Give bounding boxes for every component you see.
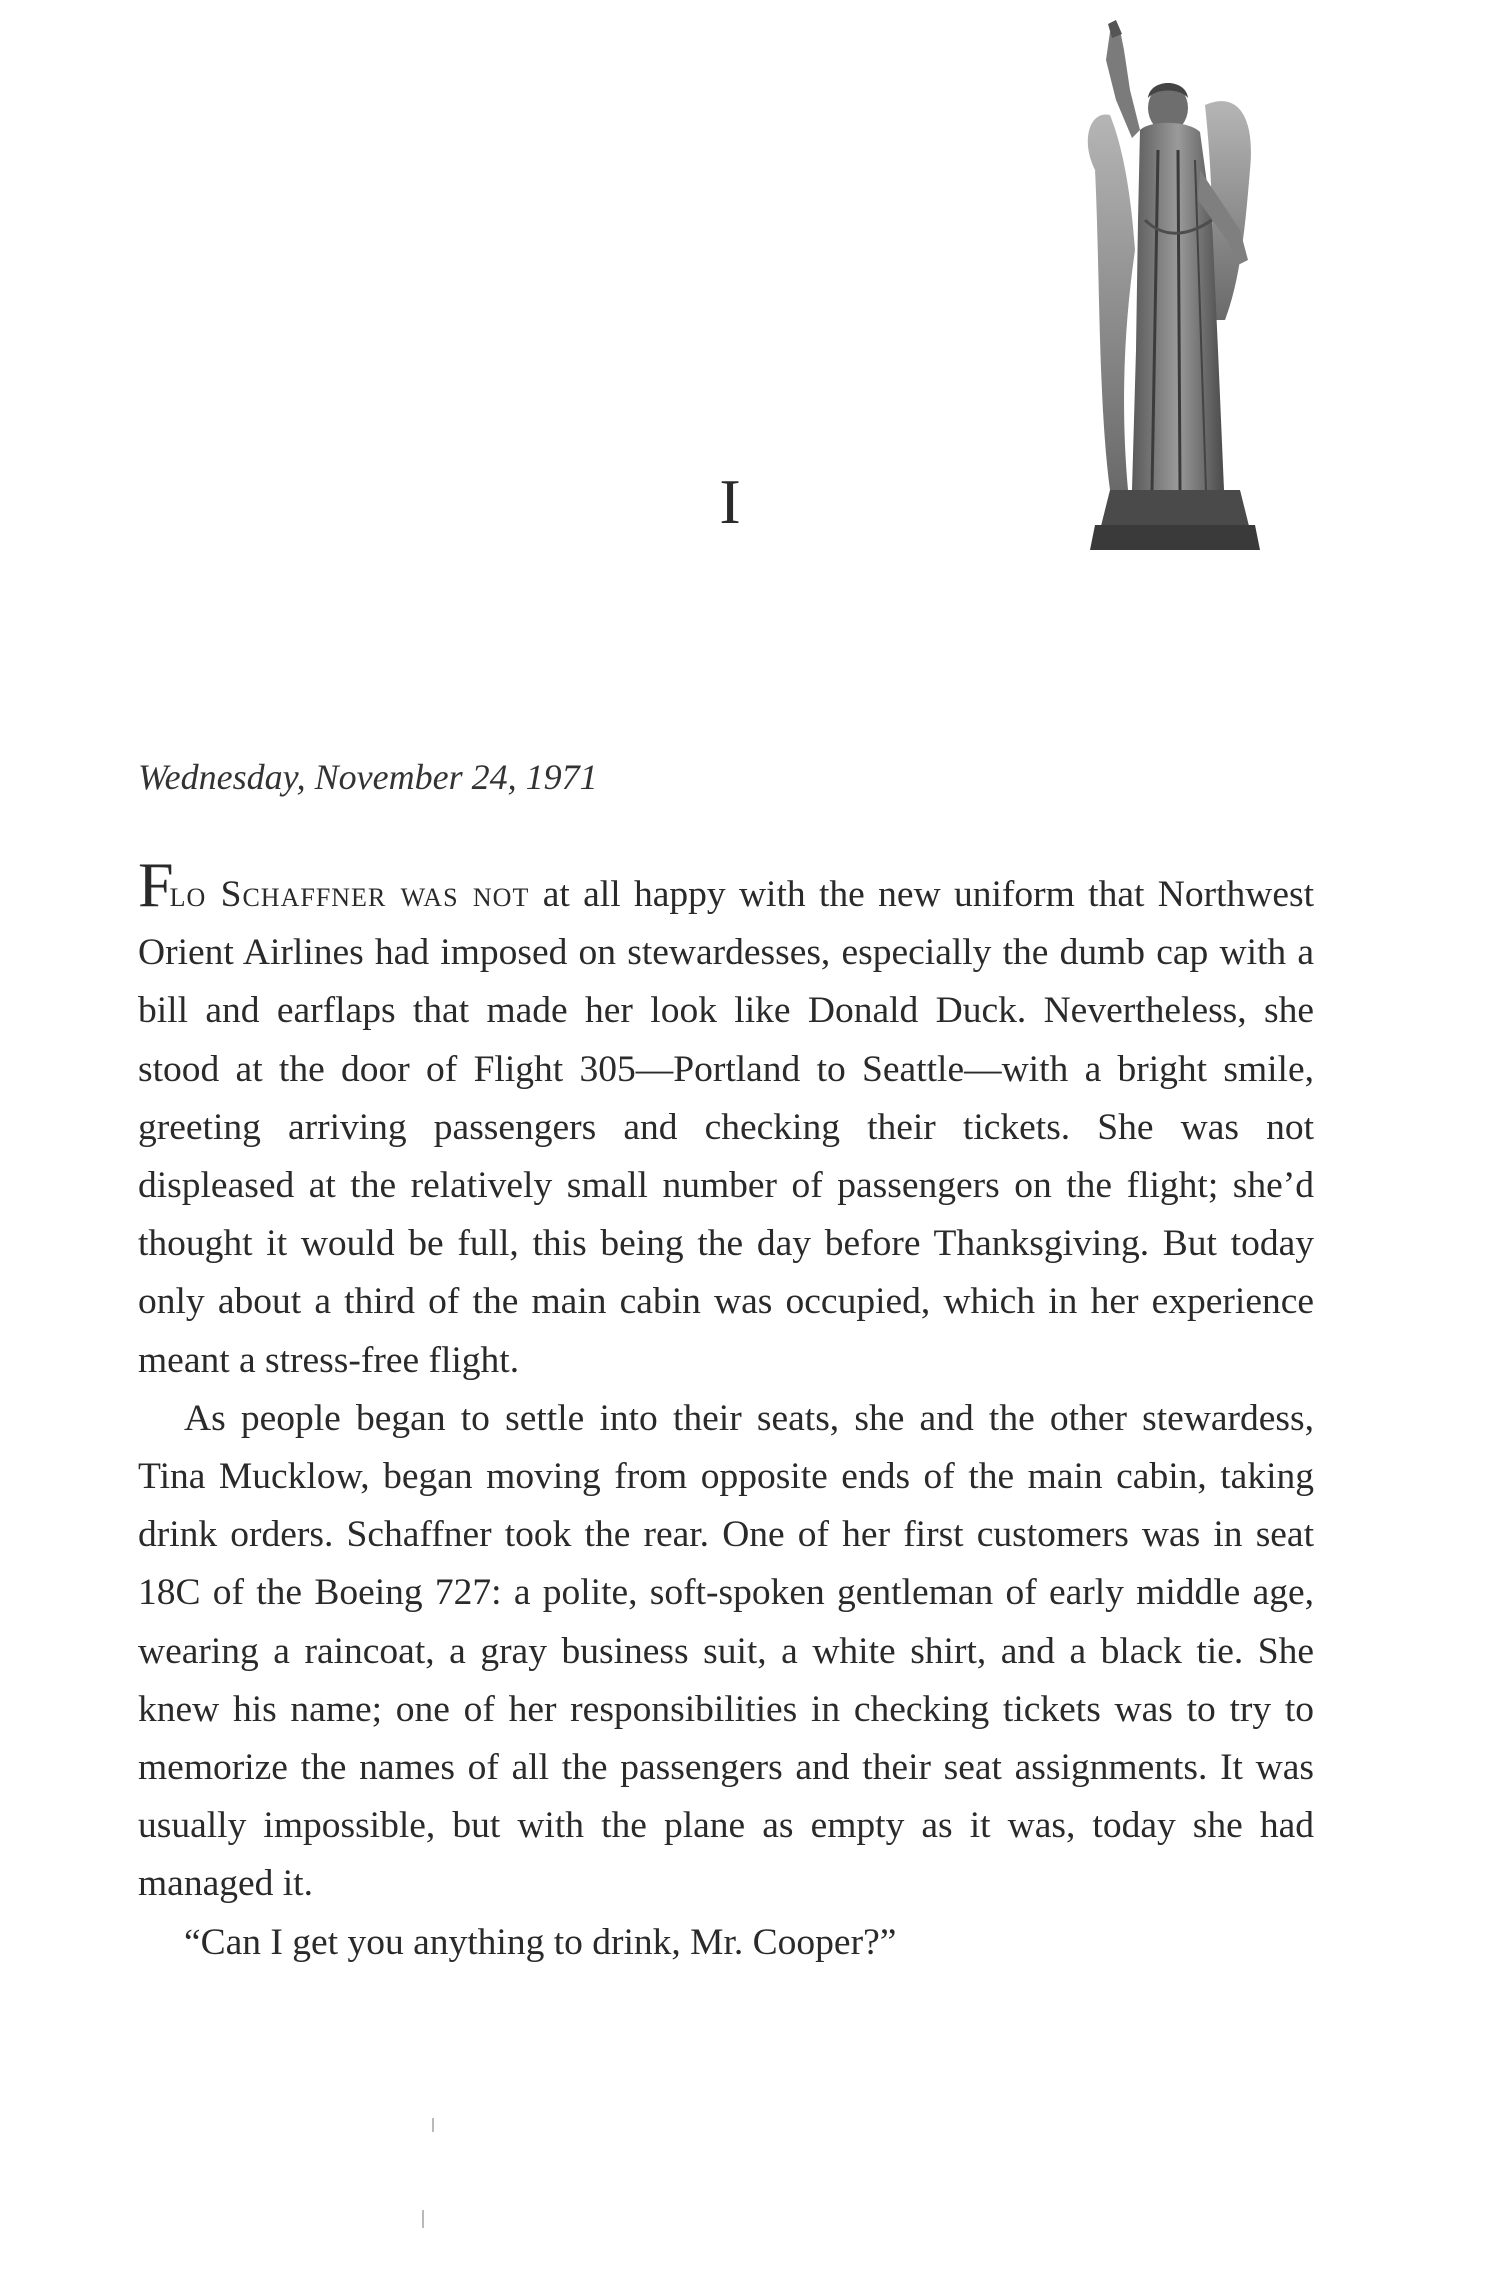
chapter-body (138, 849, 1314, 1972)
chapter-date: Wednesday, November 24, 1971 (138, 757, 598, 797)
paragraph-1 (138, 849, 1314, 1390)
paragraph-3: “Can I get you anything to drink, Mr. Cooper?” (184, 1921, 897, 1963)
angel-statue-illustration (1040, 20, 1290, 550)
paragraph-2: As people began to settle into their seats, she and the other stewardess, Tina Mucklow, began moving from opposite ends of the main cabin, taking drink orders. Schaffner took the rear. One of her first customers was in seat 18C of the Boeing 727: a polite, soft-spoken gentleman of early middle age, wearing a raincoat, a gray business suit, a white shirt, and a black tie. She knew his name; one of her responsibilities in checking tickets was to try to memorize the names of all the passengers and their seat assignments. It was usually impossible, but with the plane as empty as it was, today she had managed it. (138, 1397, 1314, 1905)
scan-mark (422, 2210, 424, 2228)
scan-mark (432, 2118, 434, 2132)
opening-small-caps: lo Schaffner was not (169, 874, 530, 915)
drop-cap: F (138, 849, 170, 920)
paragraph-1-text: at all happy with the new uniform that Northwest Orient Airlines had imposed on stewardesses, especially the dumb cap with a bill and earflaps that made her look like Donald Duck. Nevertheless, she stood at the door of Flight 305—Portland to Seattle—with a bright smile, greeting arriving passengers and checking their tickets. She was not displeased at the relatively small number of passengers on the flight; she’d thought it would be full, this being the day before Thanksgiving. But today only about a third of the main cabin was occupied, which in her experience meant a stress-free flight. (138, 874, 1314, 1381)
chapter-number: I (719, 466, 741, 537)
